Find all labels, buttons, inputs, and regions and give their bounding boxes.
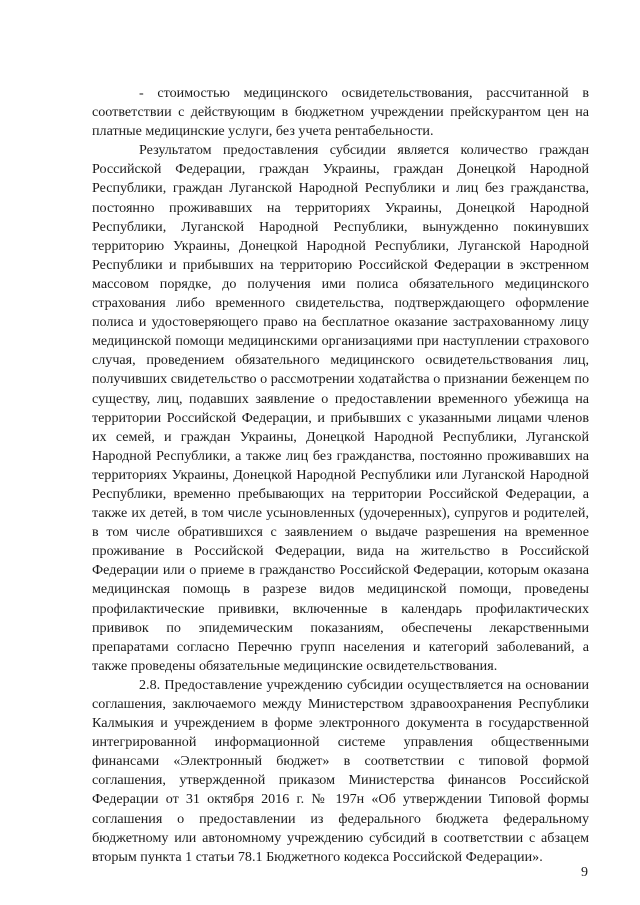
page-number: 9 — [581, 865, 588, 880]
paragraph-cost-item: - стоимостью медицинского освидетельствования, рассчитанной в соответствии с действующим в бюджетном учреждении прейскурантом цен на платные медицинские услуги, без учета рентабельности. — [92, 85, 589, 140]
paragraph-subsidy-result: Результатом предоставления субсидии является количество граждан Российской Федерации, граждан Украины, граждан Донецкой Народной Республики, граждан Луганской Народной Республики и лиц без гражданства, постоянно проживавших на территориях Украины, Донецкой Народной Республики, Луганской Народной Республики, вынужденно покинувших территорию Украины, Донецкой Народной Республики, Луганской Народной Республики и прибывших на территорию Российской Федерации в экстренном массовом порядке, до получения ими полиса обязательного медицинского страхования либо временного свидетельства, подтверждающего оформление полиса и удостоверяющего право на бесплатное оказание застрахованному лицу медицинской помощи медицинскими организациями при наступлении страхового случая, проведением обязательного медицинского освидетельствования лиц, получивших свидетельство о рассмотрении ходатайства о признании беженцем по существу, лиц, подавших заявление о предоставлении временного убежища на территории Российской Федерации, и прибывших с указанными лицами членов их семей, и граждан Украины, Донецкой Народной Республики, Луганской Народной Республики, а также лиц без гражданства, постоянно проживавших на территориях Украины, Донецкой Народной Республики или Луганской Народной Республики, временно пребывающих на территории Российской Федерации, а также их детей, в том числе усыновленных (удочеренных), супругов и родителей, в том числе обратившихся с заявлением о выдаче разрешения на временное проживание в Российской Федерации, вида на жительство в Российской Федерации или о приеме в гражданство Российской Федерации, которым оказана медицинская помощь в разрезе видов медицинской помощи, проведены профилактические прививки, включенные в календарь профилактических прививок по эпидемическим показаниям, обеспечены лекарственными препаратами согласно Перечню групп населения и категорий заболеваний, а также проведены обязательные медицинские освидетельствования. — [92, 142, 589, 674]
document-body — [92, 84, 589, 867]
paragraph-section-2-8: 2.8. Предоставление учреждению субсидии осуществляется на основании соглашения, заключаемого между Министерством здравоохранения Республики Калмыкия и учреждением в форме электронного документа в государственной интегрированной информационной системе управления общественными финансами «Электронный бюджет» в соответствии с типовой формой соглашения, утвержденной приказом Министерства финансов Российской Федерации от 31 октября 2016 г. № 197н «Об утверждении Типовой формы соглашения о предоставлении из федерального бюджета федеральному бюджетному или автономному учреждению субсидий в соответствии с абзацем вторым пункта 1 статьи 78.1 Бюджетного кодекса Российской Федерации». — [92, 676, 589, 865]
